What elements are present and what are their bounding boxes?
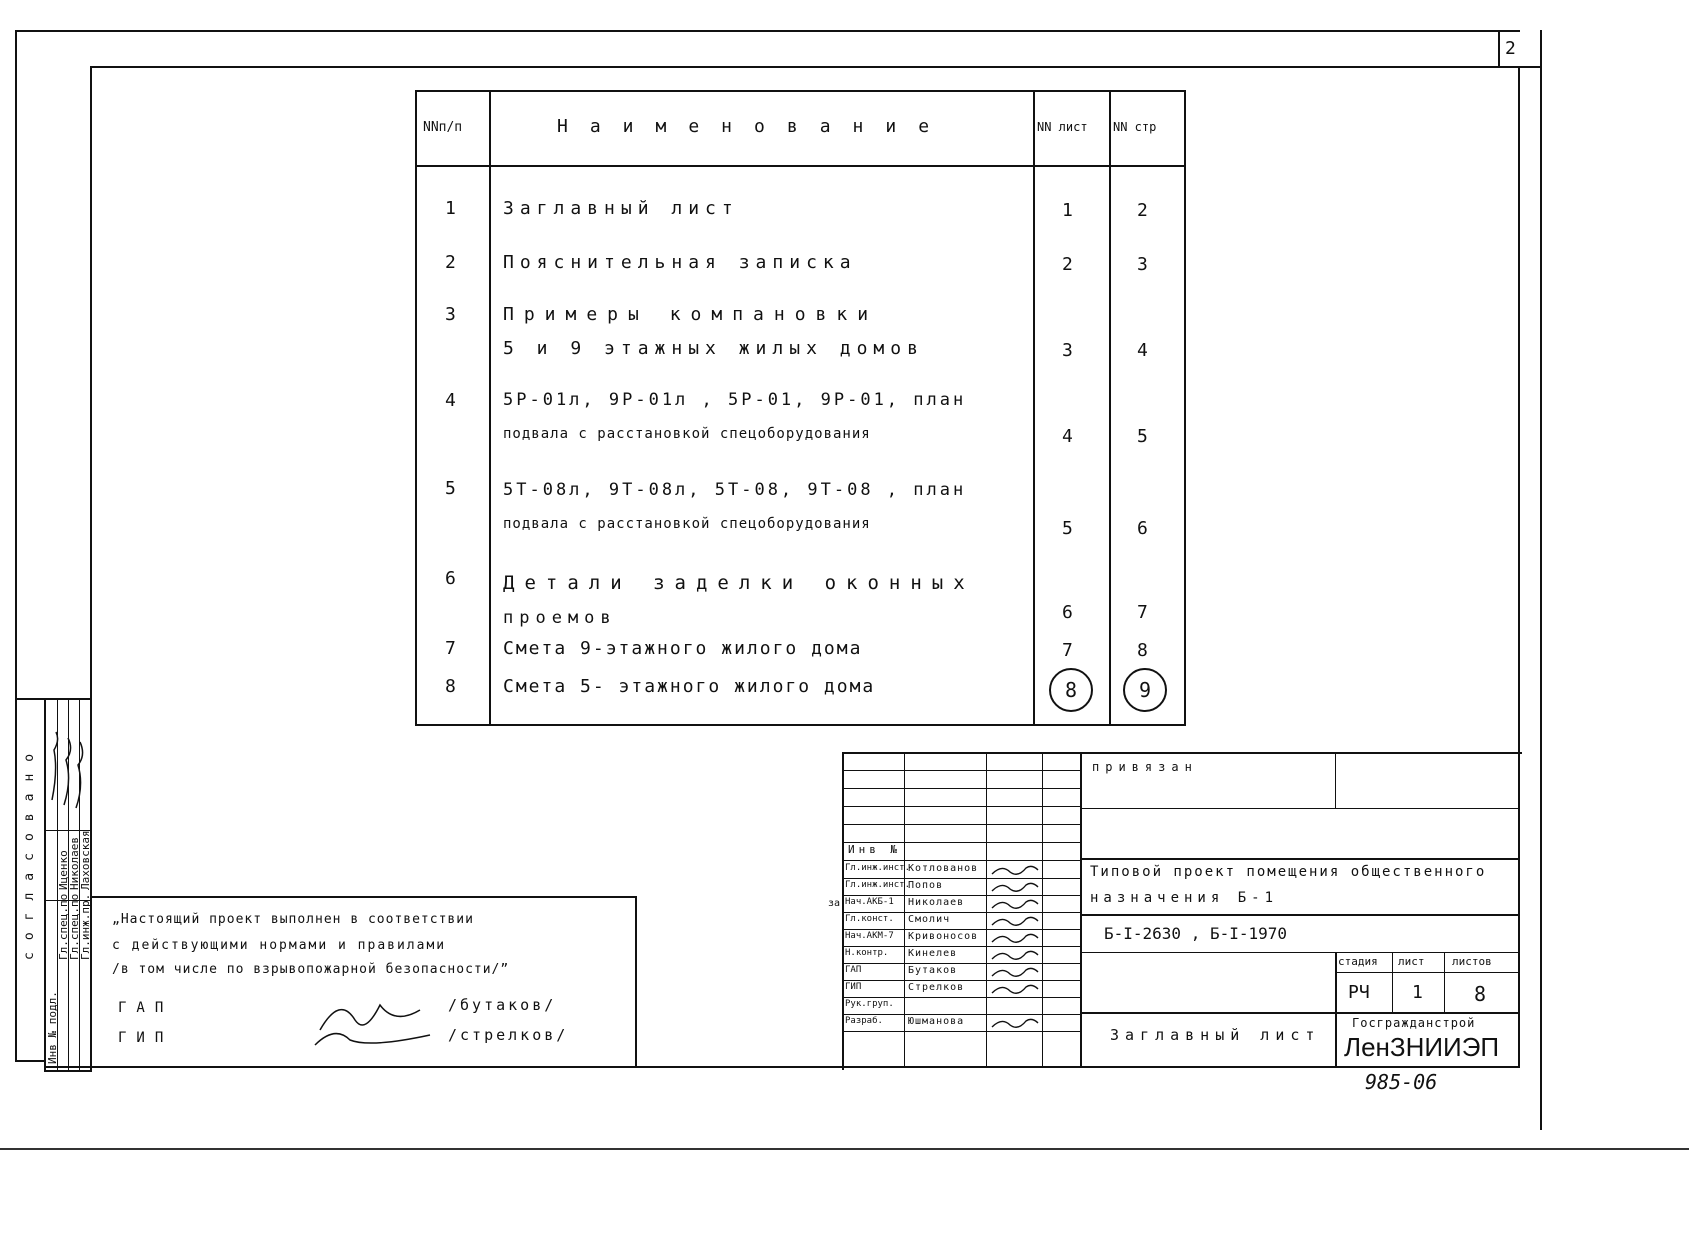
row-6-name-line-2: проемов [503,608,617,628]
row-1-no: 1 [445,198,456,219]
approval-row-4: Гл.инж.пр. [79,893,92,960]
tb-hline-r1 [1080,808,1520,809]
note-line-1: „Настоящий проект выполнен в соответствии [112,912,474,927]
staff-name: Смолич [908,914,951,925]
tb-vline-2 [986,752,987,1068]
tb-hline-a [842,770,1080,771]
codes: Б-I-2630 , Б-I-1970 [1104,924,1288,943]
staff-role: Н.контр. [845,948,889,958]
tb-hline-b [842,788,1080,789]
row-3-no: 3 [445,304,456,325]
row-8-page-circled: 9 [1123,668,1167,712]
row-6-sheet: 6 [1062,602,1073,623]
note-gip-role: ГИП [118,1030,174,1046]
outer-left-border [15,30,17,700]
approval-signatures [46,730,88,810]
staff-row-line [842,1014,1080,1015]
staff-row-line [842,929,1080,930]
tb-stage-vline [1335,952,1337,1068]
staff-signature [988,896,1042,912]
tb-hline-c [842,806,1080,807]
tb-vline-3 [1042,752,1043,1068]
note-signatures [310,990,440,1050]
project-title-line-2: назначения Б-1 [1090,890,1279,906]
row-4-name-line-2: подвала с расстановкой спецоборудования [503,426,871,442]
staff-role: ГИП [845,982,862,992]
row-4-no: 4 [445,390,456,411]
sheet-number: 2 [1505,38,1516,59]
outer-right-border [1540,30,1542,1130]
header-page: NN стр [1113,120,1157,134]
row-3-page: 4 [1137,340,1148,361]
staff-signature [988,981,1042,997]
bottom-edge-line [0,1148,1689,1150]
staff-signature [988,862,1042,878]
tb-bound-vline [1335,752,1336,808]
tb-vline-1 [904,752,905,1068]
row-1-name: Заглавный лист [503,198,739,219]
row-3-name-line-1: Примеры компановки [503,304,879,325]
header-sheet: NN лист [1037,120,1088,134]
stage-header-sheet: лист [1398,955,1425,968]
staff-name: Юшманова [908,1016,965,1027]
staff-role: Рук.груп. [845,999,894,1009]
row-5-sheet: 5 [1062,518,1073,539]
row-6-name-line-1: Детали заделки оконных [503,572,975,594]
staff-role: ГАП [845,965,862,975]
approval-row-1: Инв № подл. [46,991,59,1064]
staff-row-line [842,946,1080,947]
approval-name-1: Иценко [57,850,70,890]
staff-row-line [842,963,1080,964]
note-gip-name: /стрелков/ [448,1026,569,1044]
approval-row-3: Гл.спец.по [68,893,81,960]
staff-signature [988,930,1042,946]
staff-name: Бутаков [908,965,958,976]
header-name: Наименование [557,116,952,137]
row-1-sheet: 1 [1062,200,1073,221]
extra-mark: за [828,898,841,909]
note-line-3: /в том числе по взрывопожарной безопасности/” [112,962,510,977]
col-divider-1 [489,92,491,724]
staff-role: Гл.инж.инст. [845,880,911,890]
staff-row-line [842,912,1080,913]
staff-row-line [842,1031,1080,1032]
staff-signature [988,998,1042,1014]
project-title-line-1: Типовой проект помещения общественного [1090,864,1487,880]
approval-row-2: Гл.спец.по [57,893,70,960]
row-2-sheet: 2 [1062,254,1073,275]
header-no: NNп/п [423,120,463,135]
row-7-sheet: 7 [1062,640,1073,661]
staff-signature [988,1015,1042,1031]
tb-hline-d [842,824,1080,825]
tb-stage-vline-3 [1444,952,1445,1012]
note-gap-name: /бутаков/ [448,996,557,1014]
archive-number: 985-06 [1365,1070,1438,1094]
col-divider-2 [1033,92,1035,724]
row-4-name-line-1: 5Р-01л, 9Р-01л , 5Р-01, 9Р-01, план [503,390,967,410]
tb-stage-hline [1335,972,1520,973]
row-7-page: 8 [1137,640,1148,661]
stage-header-sheets: листов [1452,955,1492,968]
row-2-page: 3 [1137,254,1148,275]
row-4-page: 5 [1137,426,1148,447]
staff-name: Кривоносов [908,931,979,942]
row-4-sheet: 4 [1062,426,1073,447]
row-5-page: 6 [1137,518,1148,539]
staff-role: Нач.АКМ-7 [845,931,894,941]
tb-hline-r4 [1080,952,1520,953]
table-header-divider [417,165,1184,167]
staff-name: Николаев [908,897,965,908]
tb-hline-r3 [1080,914,1520,916]
row-3-name-line-2: 5 и 9 этажных жилых домов [503,338,924,359]
staff-row-line [842,878,1080,879]
staff-signature [988,964,1042,980]
note-gap-role: ГАП [118,1000,174,1016]
stage-header-stage: стадия [1338,955,1378,968]
note-line-2: с действующими нормами и правилами [112,938,447,953]
staff-signature [988,947,1042,963]
staff-signature [988,913,1042,929]
row-6-page: 7 [1137,602,1148,623]
sheet-number-box-divider [1498,30,1500,66]
staff-name: Котлованов [908,863,979,874]
staff-name: Попов [908,880,944,891]
sheets-value: 8 [1474,982,1487,1006]
contents-table [415,90,1186,726]
approval-name-2: Николаев [68,837,81,890]
row-8-no: 8 [445,676,456,697]
row-5-name-line-2: подвала с расстановкой спецоборудования [503,516,871,532]
row-1-page: 2 [1137,200,1148,221]
row-8-name: Смета 5- этажного жилого дома [503,676,876,697]
row-2-name: Пояснительная записка [503,252,857,273]
org-line-1: Госгражданстрой [1352,1016,1476,1030]
staff-role: Нач.АКБ-1 [845,897,894,907]
row-6-no: 6 [445,568,456,589]
outer-top-border [15,30,1520,32]
row-5-name-line-1: 5Т-08л, 9Т-08л, 5Т-08, 9Т-08 , план [503,480,967,500]
row-2-no: 2 [445,252,456,273]
row-7-name: Смета 9-этажного жилого дома [503,638,863,659]
staff-role: Гл.инж.инст. [845,863,911,873]
staff-name: Кинелев [908,948,958,959]
row-5-no: 5 [445,478,456,499]
staff-role: Гл.конст. [845,914,894,924]
sheet-value: 1 [1412,982,1423,1003]
staff-name: Стрелков [908,982,965,993]
tb-vline-4 [1080,752,1082,1068]
row-3-sheet: 3 [1062,340,1073,361]
row-8-sheet-circled: 8 [1049,668,1093,712]
tb-hline-r5 [1080,1012,1520,1014]
org-line-2: ЛенЗНИИЭП [1344,1032,1500,1062]
inner-top-border [90,66,1540,68]
inv-label: Инв № [848,843,902,856]
bound-label: привязан [1092,760,1198,774]
col-divider-3 [1109,92,1111,724]
sheet-title: Заглавный лист [1110,1026,1321,1044]
staff-row-line [842,895,1080,896]
staff-row-line [842,980,1080,981]
stage-value: РЧ [1348,982,1370,1003]
tb-hline-r2 [1080,858,1520,860]
staff-row-line [842,997,1080,998]
tb-stage-vline-2 [1392,952,1393,1012]
approval-name-3: Лаховская [79,830,92,890]
staff-role: Разраб. [845,1016,883,1026]
approval-title: согласовано [22,741,37,960]
row-7-no: 7 [445,638,456,659]
staff-signature [988,879,1042,895]
tb-hline-f [842,860,1080,861]
